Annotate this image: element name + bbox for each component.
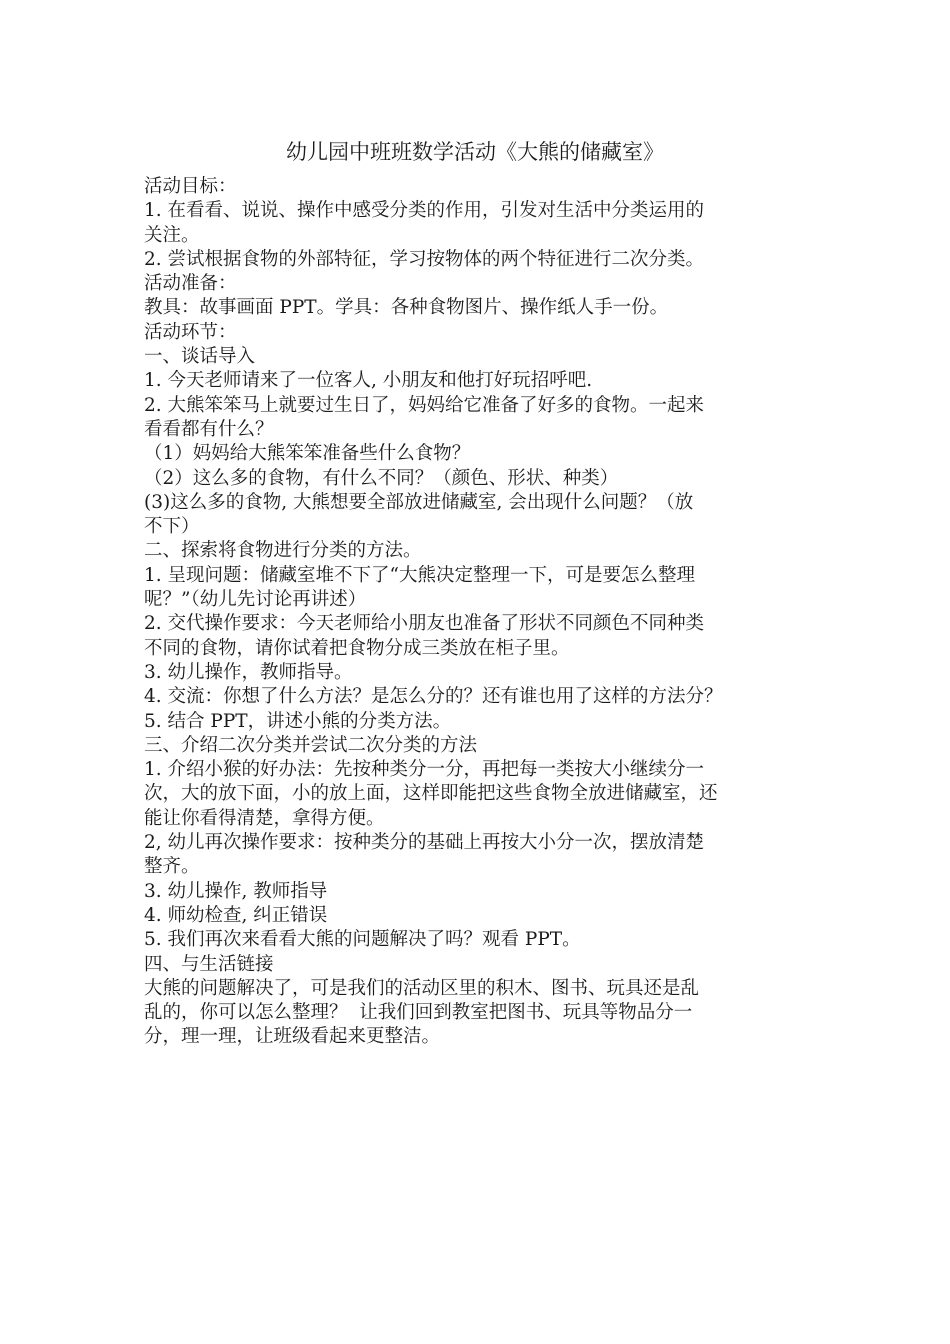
document-line: 1. 介绍小猴的好办法：先按种类分一分，再把每一类按大小继续分一	[144, 759, 705, 781]
document-line: 乱的，你可以怎么整理？ 让我们回到教室把图书、玩具等物品分一	[144, 1002, 693, 1024]
document-line: 呢？”（幼儿先讨论再讲述）	[144, 589, 367, 611]
document-line: 活动环节：	[144, 321, 237, 343]
document-line: 3. 幼儿操作，教师指导。	[144, 661, 353, 683]
document-line: 看看都有什么？	[144, 418, 274, 440]
document-line: 1. 今天老师请来了一位客人, 小朋友和他打好玩招呼吧.	[144, 370, 593, 392]
document-line: 4. 交流：你想了什么方法？是怎么分的？还有谁也用了这样的方法分？	[144, 686, 723, 708]
document-line: 关注。	[144, 224, 200, 246]
document-line: 能让你看得清楚，拿得方便。	[144, 807, 385, 829]
document-line: 3. 幼儿操作, 教师指导	[144, 880, 328, 902]
document-line: 5. 结合 PPT，讲述小熊的分类方法。	[144, 710, 452, 732]
document-line: 教具：故事画面 PPT。学具：各种食物图片、操作纸人手一份。	[144, 297, 669, 319]
document-body	[144, 175, 812, 1050]
document-line: 2. 交代操作要求：今天老师给小朋友也准备了形状不同颜色不同种类	[144, 613, 705, 635]
document-line: 四、与生活链接	[144, 953, 274, 975]
document-line: 三、介绍二次分类并尝试二次分类的方法	[144, 734, 478, 756]
document-line: 分，理一理，让班级看起来更整洁。	[144, 1026, 441, 1048]
document-line: 1. 呈现问题：储藏室堆不下了“大熊决定整理一下，可是要怎么整理	[144, 564, 695, 586]
document-line: 一、谈话导入	[144, 346, 256, 368]
document-line: (3)这么多的食物, 大熊想要全部放进储藏室, 会出现什么问题？（放	[144, 491, 694, 513]
document-line: 2, 幼儿再次操作要求：按种类分的基础上再按大小分一次，摆放清楚	[144, 832, 705, 854]
document-line: 活动准备：	[144, 273, 237, 295]
document-line: 1. 在看看、说说、操作中感受分类的作用，引发对生活中分类运用的	[144, 200, 705, 222]
document-line: 活动目标：	[144, 176, 237, 197]
document-line: （2）这么多的食物，有什么不同？（颜色、形状、种类）	[144, 467, 619, 489]
document-line: 不同的食物，请你试着把食物分成三类放在柜子里。	[144, 637, 570, 659]
document-line: 整齐。	[144, 856, 200, 878]
document-title: 幼儿园中班班数学活动《大熊的储藏室》	[286, 140, 664, 164]
document-line: 不下）	[144, 516, 200, 538]
document-line: 次，大的放下面，小的放上面，这样即能把这些食物全放进储藏室，还	[144, 783, 718, 805]
document-line: 二、探索将食物进行分类的方法。	[144, 540, 422, 562]
document-line: （1）妈妈给大熊笨笨准备些什么食物？	[144, 443, 471, 465]
document-line: 2. 大熊笨笨马上就要过生日了，妈妈给它准备了好多的食物。一起来	[144, 394, 705, 416]
document-line: 4. 师幼检查, 纠正错误	[144, 904, 328, 926]
document-line: 2. 尝试根据食物的外部特征，学习按物体的两个特征进行二次分类。	[144, 248, 705, 270]
document-line: 大熊的问题解决了，可是我们的活动区里的积木、图书、玩具还是乱	[144, 977, 700, 999]
document-line: 5. 我们再次来看看大熊的问题解决了吗？观看 PPT。	[144, 929, 581, 951]
